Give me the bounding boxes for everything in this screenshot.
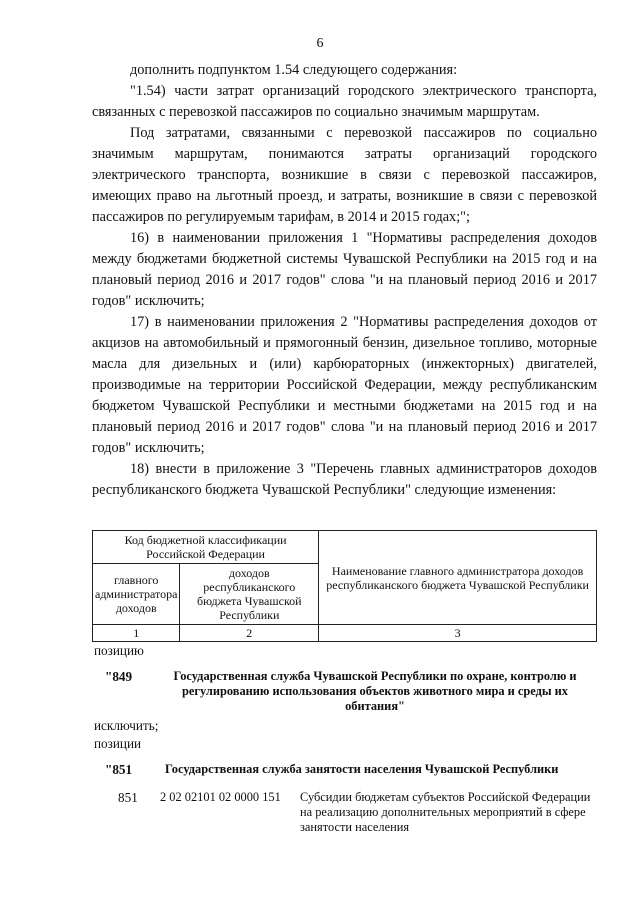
col3-header: Наименование главного администратора доходов республиканского бюджета Чувашской Республики: [319, 531, 597, 625]
entry-849-code: "849: [105, 669, 133, 684]
entry-851-code: "851: [105, 762, 133, 777]
group-header: Код бюджетной классификации Российской Федерации: [93, 531, 319, 564]
classification-table: [92, 530, 597, 642]
label-positions: позиции: [94, 736, 142, 751]
label-position: позицию: [94, 643, 144, 658]
paragraph-3: Под затратами, связанными с перевозкой пассажиров по социально значимым маршрутам, понимаются затраты организаций городского электрического транспорта, возникшие в связи с перевозкой пассажиров, имеющих право на льготный проезд, и затраты, возникшие в связи с перевозкой пассажиров по регулируемым тарифам, в 2014 и 2015 годах;";: [92, 125, 597, 225]
col1-header: главного администратора доходов: [93, 564, 180, 625]
col-number-3: 3: [319, 625, 597, 642]
col2-header: доходов республиканского бюджета Чувашской Республики: [180, 564, 319, 625]
col-number-1: 1: [93, 625, 180, 642]
col-number-2: 2: [180, 625, 319, 642]
paragraph-4: 16) в наименовании приложения 1 "Нормативы распределения доходов между бюджетами бюджетной системы Чувашской Республики на 2015 год и на плановый период 2016 и 2017 годов" слова "и на плановый период 2016 и 2017 годов" исключить;: [92, 230, 597, 309]
body-text: [92, 60, 597, 501]
page-number: 6: [316, 36, 324, 51]
paragraph-6: 18) внести в приложение 3 "Перечень главных администраторов доходов республиканского бюджета Чувашской Республики" следующие изменения:: [92, 461, 597, 498]
entry-851-sub-name: Субсидии бюджетам субъектов Российской Федерации на реализацию дополнительных мероприятий в сфере занятости населения: [300, 790, 591, 834]
label-exclude: исключить;: [94, 718, 159, 733]
entry-851-name: Государственная служба занятости населения Чувашской Республики: [165, 762, 559, 776]
entry-849-name: Государственная служба Чувашской Республики по охране, контролю и регулированию использования объектов животного мира и среды их обитания": [173, 669, 577, 713]
paragraph-5: 17) в наименовании приложения 2 "Нормативы распределения доходов от акцизов на автомобильный и прямогонный бензин, дизельное топливо, моторные масла для дизельных и (или) карбюраторных (инжекторных) двигателей, производимые на территории Российской Федерации, между республиканским бюджетом Чувашской Республики и местными бюджетами на 2015 год и на плановый период 2016 и 2017 годов" слова "и на плановый период 2016 и 2017 годов" исключить;: [92, 314, 597, 456]
entry-851-sub-admin: 851: [118, 790, 138, 805]
paragraph-2: "1.54) части затрат организаций городского электрического транспорта, связанных с перевозкой пассажиров по социально значимым маршрутам.: [92, 83, 597, 120]
entry-851-sub-code: 2 02 02101 02 0000 151: [160, 790, 281, 804]
paragraph-1: дополнить подпунктом 1.54 следующего содержания:: [130, 62, 458, 78]
